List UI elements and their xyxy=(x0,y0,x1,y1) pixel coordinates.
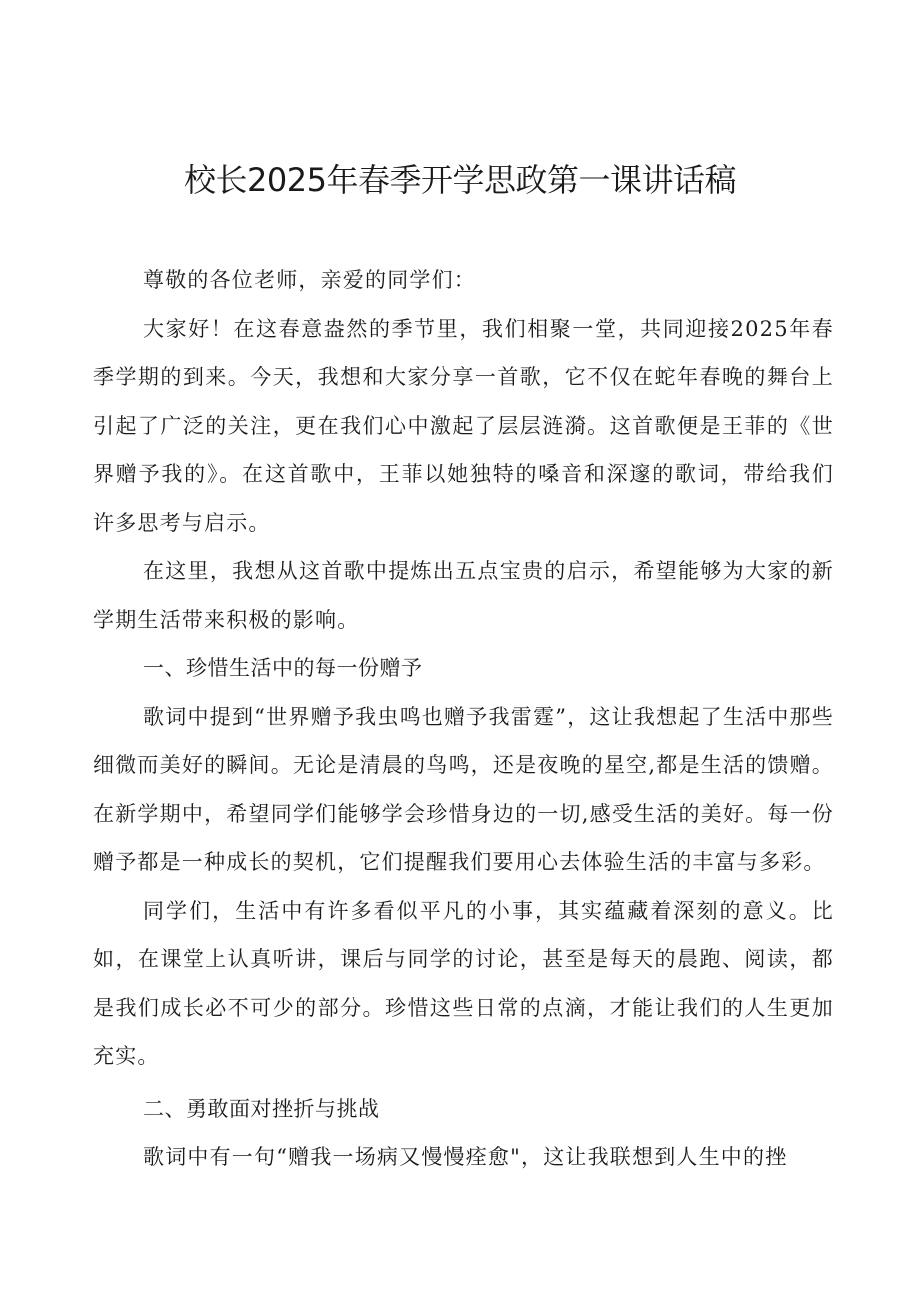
section1-paragraph-2: 同学们，生活中有许多看似平凡的小事，其实蕴藏着深刻的意义。比如，在课堂上认真听讲，课后与同学的讨论，甚至是每天的晨跑、阅读，都是我们成长必不可少的部分。珍惜这些日常的点滴，才能让我们的人生更加充实。 xyxy=(93,898,834,1068)
section-heading-1: 一、珍惜生活中的每一份赠予 xyxy=(143,656,423,680)
document-body xyxy=(93,256,834,1182)
greeting-paragraph: 尊敬的各位老师，亲爱的同学们： xyxy=(143,268,476,292)
intro-paragraph: 大家好！在这春意盎然的季节里，我们相聚一堂，共同迎接2025年春季学期的到来。今天，我想和大家分享一首歌，它不仅在蛇年春晚的舞台上引起了广泛的关注，更在我们心中激起了层层涟漪。这首歌便是王菲的《世界赠予我的》。在这首歌中，王菲以她独特的嗓音和深邃的歌词，带给我们许多思考与启示。 xyxy=(93,316,834,535)
section1-paragraph-1: 歌词中提到“世界赠予我虫鸣也赠予我雷霆”，这让我想起了生活中那些细微而美好的瞬间。无论是清晨的鸟鸣，还是夜晚的星空,都是生活的馈赠。在新学期中，希望同学们能够学会珍惜身边的一切,感受生活的美好。每一份赠予都是一种成长的契机，它们提醒我们要用心去体验生活的丰富与多彩。 xyxy=(93,704,834,874)
section2-paragraph-1: 歌词中有一句“赠我一场病又慢慢痊愈"，这让我联想到人生中的挫 xyxy=(143,1145,788,1169)
section-heading-2: 二、勇敢面对挫折与挑战 xyxy=(143,1096,380,1121)
overview-paragraph: 在这里，我想从这首歌中提炼出五点宝贵的启示，希望能够为大家的新学期生活带来积极的影响。 xyxy=(93,559,834,632)
document-title: 校长2025年春季开学思政第一课讲话稿 xyxy=(184,161,736,199)
